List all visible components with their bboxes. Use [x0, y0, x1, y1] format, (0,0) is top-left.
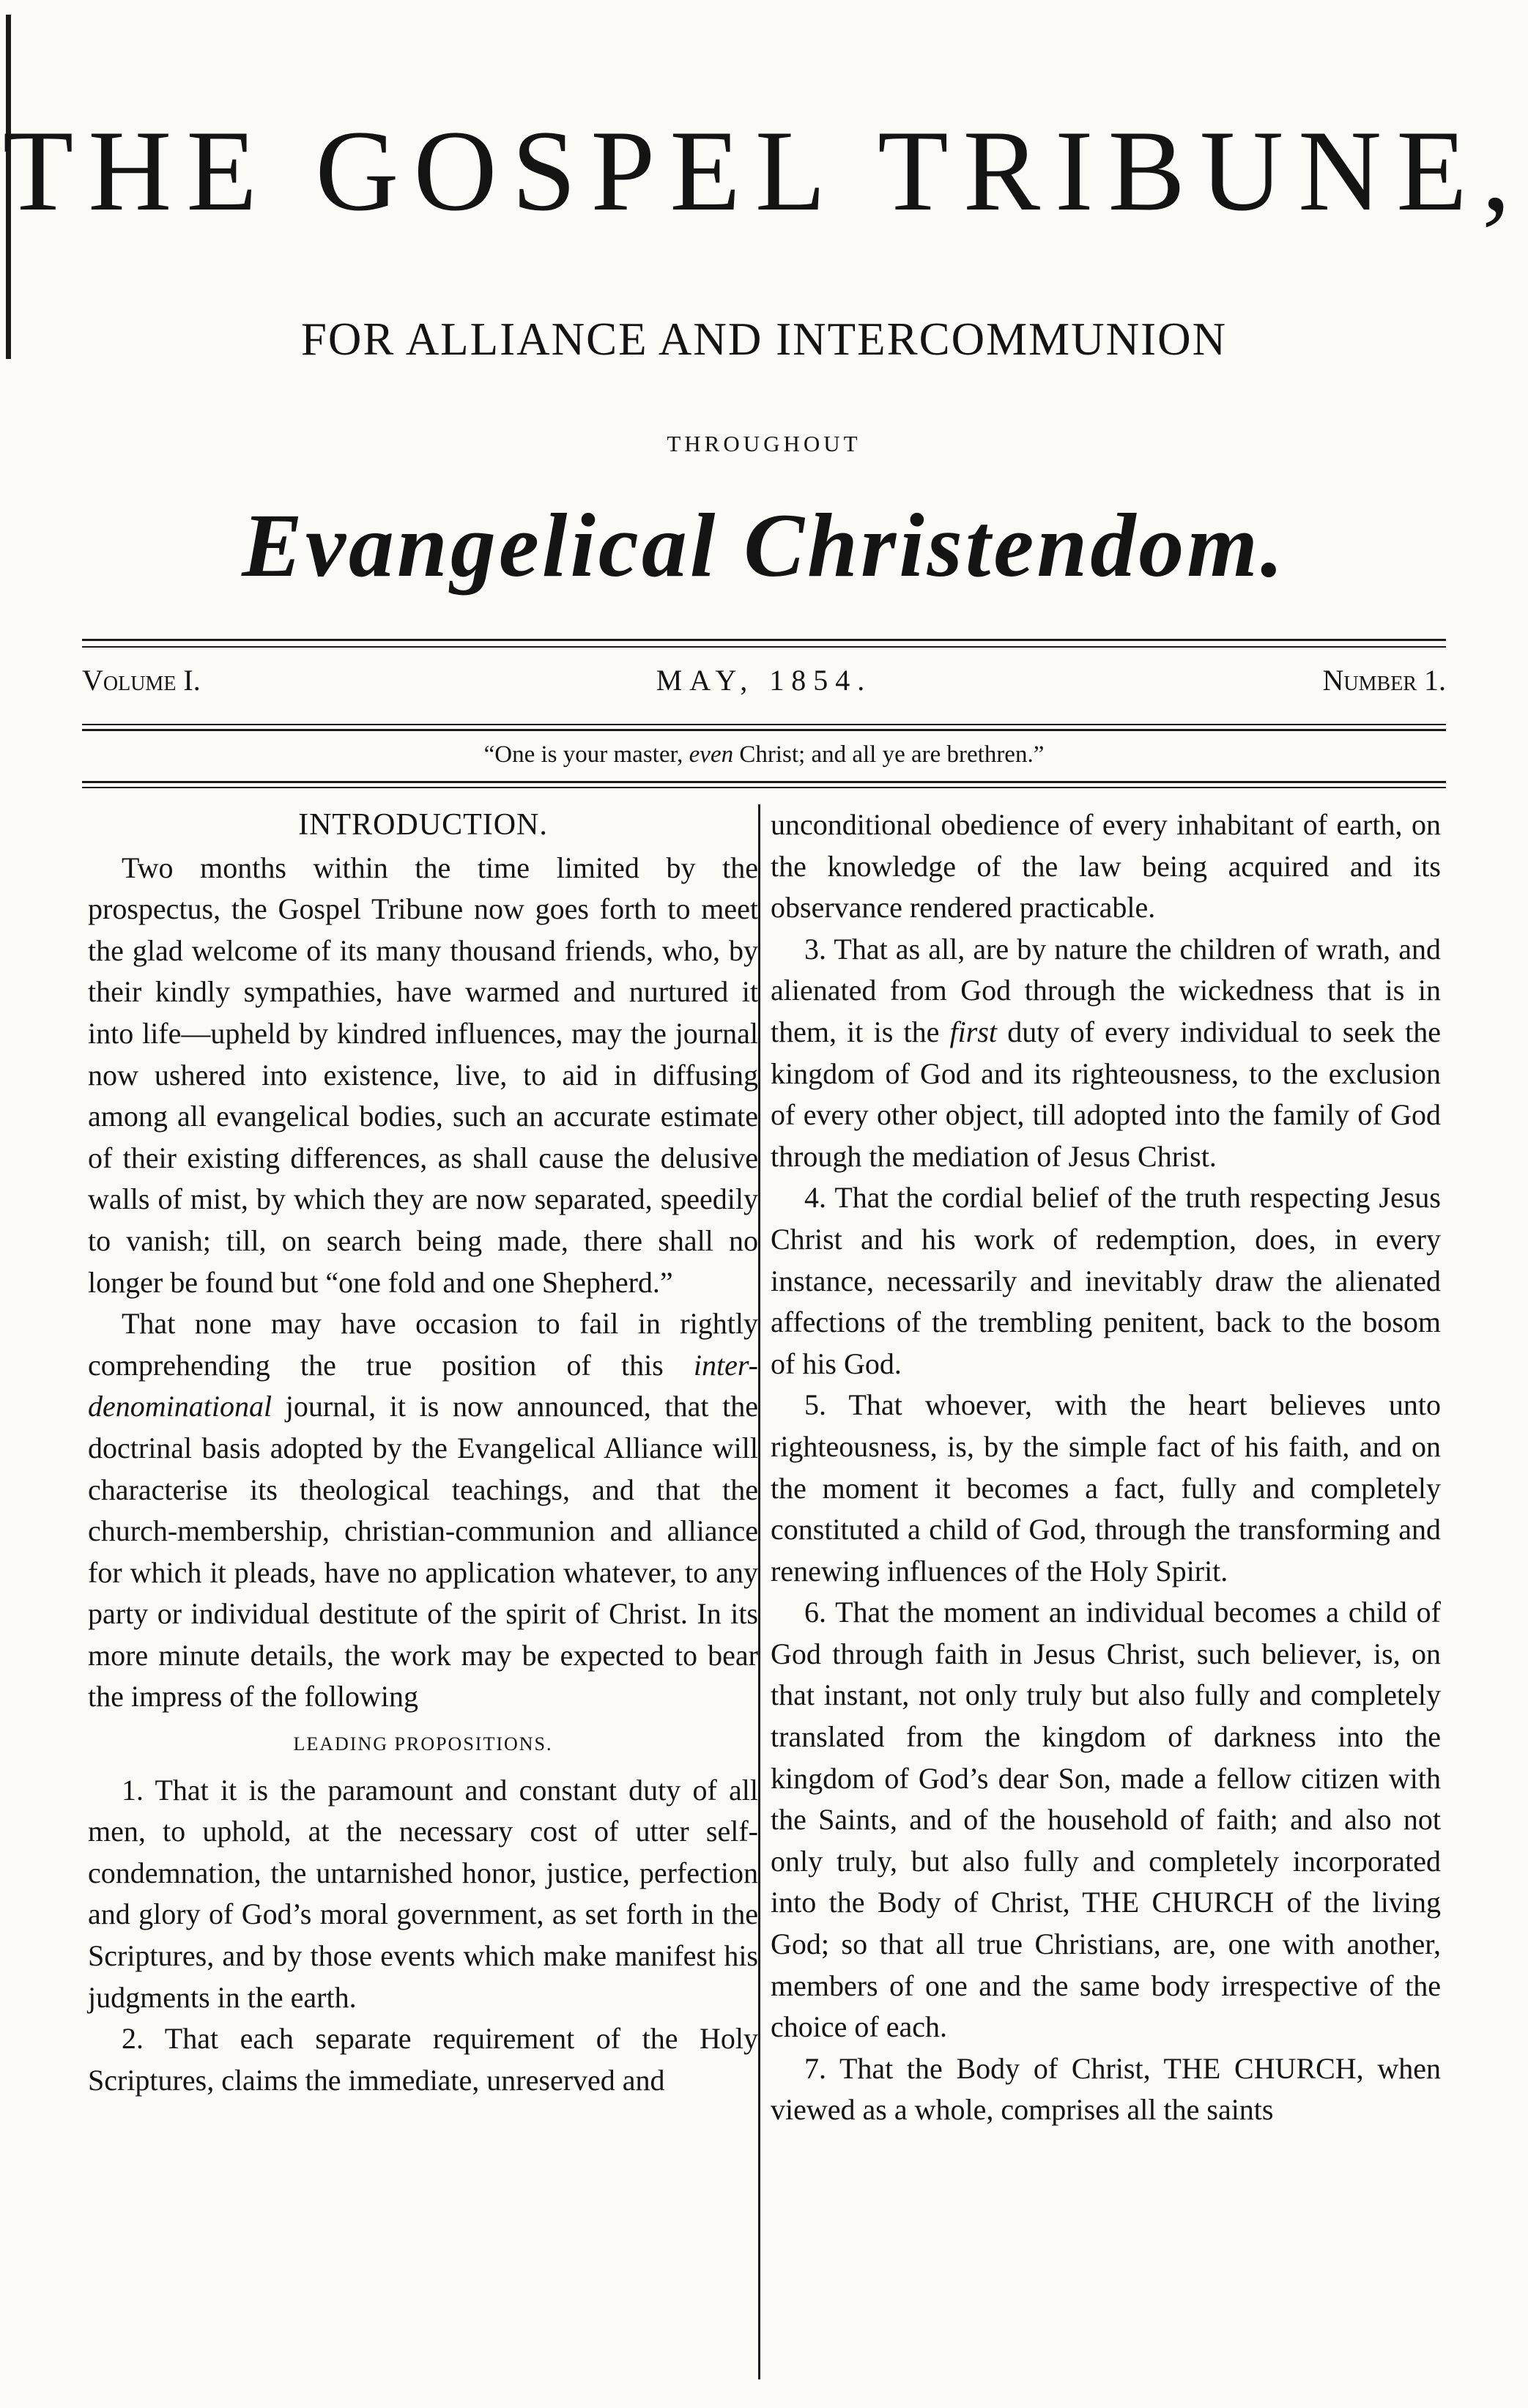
volume-label: Volume I.	[82, 664, 201, 697]
masthead-title: THE GOSPEL TRIBUNE,	[2, 107, 1526, 235]
masthead-blackletter: Evangelical Christendom.	[242, 495, 1286, 596]
masthead-throughout: THROUGHOUT	[667, 431, 861, 456]
proposition-3-a: 3. That as all, are by nature the children of wrath, and alienated from God through the wickedness that is in them, it is the	[771, 932, 1441, 1048]
leading-propositions-heading: LEADING PROPOSITIONS.	[293, 1733, 553, 1755]
masthead-subtitle: FOR ALLIANCE AND INTERCOMMUNION	[300, 314, 1228, 365]
proposition-6: 6. That the moment an individual becomes a child of God through faith in Jesus Christ, such believer, is, on that instant, not only truly but also fully and completely translated from the kingdom of darkness into the kingdom of God’s dear Son, made a fellow citizen with the Saints, and of the household of faith; and also not only truly, but also fully and completely incorporated into the Body of Christ, THE CHURCH of the living God; so that all true Christians, are, one with another, members of one and the same body irrespective of the choice of each.	[771, 1596, 1441, 2044]
proposition-3	[771, 929, 1441, 1178]
rule-top-2	[82, 646, 1446, 648]
motto-before: “One is your master,	[483, 741, 689, 768]
intro-paragraph-2-emphasis: inter-denominational	[88, 1348, 758, 1423]
motto-emphasis: even	[689, 741, 734, 768]
intro-paragraph-2-b: journal, it is now announced, that the doctrinal basis adopted by the Evangelical Alliance will characterise its theological teachings, and that the church-membership, christian-communion and alliance for which it pleads, have no application whatever, to any party or individual destitute of the spirit of Christ. In its more minute details, the work may be expected to bear the impress of the following	[88, 1390, 758, 1714]
proposition-3-b: duty of every individual to seek the kingdom of God and its righteousness, to the exclusion of every other object, till adopted into the family of God through the mediation of Jesus Christ.	[771, 1015, 1441, 1173]
number-label: Number 1.	[1322, 664, 1446, 697]
left-column	[88, 804, 758, 2101]
proposition-5: 5. That whoever, with the heart believes unto righteousness, is, by the simple fact of his faith, and on the moment it becomes a fact, fully and completely constituted a child of God, through the transforming and renewing influences of the Holy Spirit.	[771, 1388, 1441, 1588]
issue-date: MAY, 1854.	[656, 664, 872, 697]
proposition-2-continued: unconditional obedience of every inhabitant of earth, on the knowledge of the law being acquired and its observance rendered practicable.	[771, 808, 1441, 925]
proposition-3-emphasis: first	[949, 1015, 998, 1048]
proposition-7: 7. That the Body of Christ, THE CHURCH, when viewed as a whole, comprises all the saints	[771, 2051, 1441, 2127]
rule-mid-1	[82, 724, 1446, 725]
proposition-4: 4. That the cordial belief of the truth respecting Jesus Christ and his work of redemption, does, in every instance, necessarily and inevitably draw the alienated affections of the trembling penitent, back to the bosom of his God.	[771, 1181, 1441, 1380]
introduction-heading: INTRODUCTION.	[298, 808, 548, 842]
rule-bottom-2	[82, 787, 1446, 788]
intro-paragraph-2	[88, 1303, 758, 1718]
right-column	[771, 804, 1441, 2131]
rule-top-1	[82, 639, 1446, 641]
proposition-2: 2. That each separate requirement of the Holy Scriptures, claims the immediate, unreserved and	[88, 2022, 758, 2097]
intro-paragraph-1: Two months within the time limited by the prospectus, the Gospel Tribune now goes forth to meet the glad welcome of its many thousand friends, who, by their kindly sympathies, have warmed and nurtured it into life—upheld by kindred influences, may the journal now ushered into existence, live, to aid in diffusing among all evangelical bodies, such an accurate estimate of their existing differences, as shall cause the delusive walls of mist, by which they are now separated, speedily to vanish; till, on search being made, there shall no longer be found but “one fold and one Shepherd.”	[88, 851, 758, 1299]
column-divider	[758, 804, 760, 2379]
intro-paragraph-2-a: That none may have occasion to fail in rightly comprehending the true position of this	[88, 1307, 758, 1382]
proposition-1: 1. That it is the paramount and constant duty of all men, to uphold, at the necessary cost of utter self-condemnation, the untarnished honor, justice, perfection and glory of God’s moral government, as set forth in the Scriptures, and by those events which make manifest his judgments in the earth.	[88, 1773, 758, 2014]
motto-after: Christ; and all ye are brethren.”	[733, 741, 1045, 768]
issue-line	[82, 663, 1446, 707]
rule-mid-2	[82, 729, 1446, 731]
rule-bottom-1	[82, 781, 1446, 783]
motto	[0, 743, 1528, 767]
